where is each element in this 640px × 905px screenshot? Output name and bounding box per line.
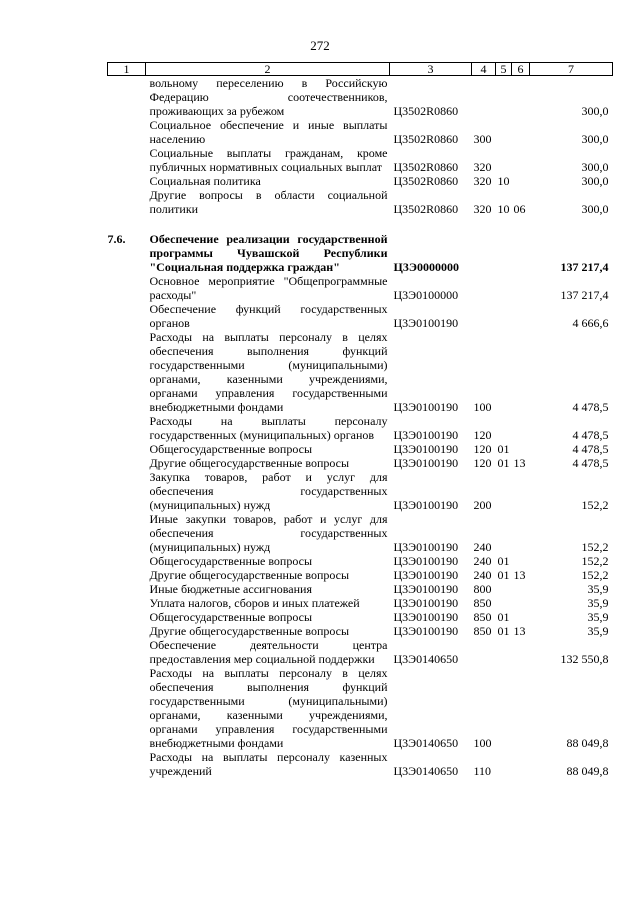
- expense-type: [472, 302, 496, 330]
- row-number: [108, 624, 146, 638]
- amount: 4 478,5: [572, 428, 609, 442]
- row-name: Расходы на выплаты персоналу государственных (муниципальных) органов: [149, 414, 388, 442]
- expense-type: 100: [473, 736, 492, 750]
- table-row: [108, 750, 613, 778]
- row-number: [108, 554, 146, 568]
- table-header-row: [108, 63, 613, 76]
- section: 01: [497, 610, 510, 624]
- amount: 35,9: [587, 624, 609, 638]
- subsection: [512, 146, 530, 174]
- section: [496, 596, 512, 610]
- amount: 88 049,8: [566, 736, 609, 750]
- section: [496, 512, 512, 554]
- expense-type: 850: [473, 596, 492, 610]
- header-col-6: 6: [512, 63, 530, 76]
- target-code: Ц3502R0860: [393, 174, 459, 188]
- row-name: Другие вопросы в области социальной политики: [149, 188, 388, 216]
- expense-type: 200: [473, 498, 492, 512]
- section: [496, 470, 512, 512]
- section: [496, 118, 512, 146]
- header-col-1: 1: [108, 63, 146, 76]
- section: 01: [497, 624, 510, 638]
- row-name: Иные бюджетные ассигнования: [149, 582, 312, 596]
- target-code: Ц3Э0100190: [393, 568, 459, 582]
- amount: 152,2: [581, 568, 609, 582]
- table-row: [108, 456, 613, 470]
- amount: 152,2: [581, 498, 609, 512]
- row-number: [108, 750, 146, 778]
- table-row: [108, 302, 613, 330]
- subsection: [512, 596, 530, 610]
- row-name: Расходы на выплаты персоналу в целях обеспечения выполнения функций государственными (муниципальными) органами, казенными учреждениями, органами управления государственными внебюджетными фондами: [149, 666, 388, 750]
- row-name: Расходы на выплаты персоналу в целях обеспечения выполнения функций государственными (муниципальными) органами, казенными учреждениями, органами управления государственными внебюджетными фондами: [149, 330, 388, 414]
- amount: 88 049,8: [566, 764, 609, 778]
- table-row: [108, 76, 613, 119]
- row-number: [108, 188, 146, 216]
- subsection: [512, 232, 530, 274]
- table-row: [108, 568, 613, 582]
- subsection: [512, 414, 530, 442]
- table-row: [108, 442, 613, 456]
- subsection: [512, 442, 530, 456]
- target-code: Ц3Э0100190: [393, 610, 459, 624]
- target-code: Ц3Э0100190: [393, 316, 459, 330]
- section: 10: [497, 174, 510, 188]
- section: [496, 330, 512, 414]
- target-code: Ц3Э0100190: [393, 400, 459, 414]
- row-name: Уплата налогов, сборов и иных платежей: [149, 596, 360, 610]
- row-number: [108, 568, 146, 582]
- row-name: Социальное обеспечение и иные выплаты населению: [149, 118, 388, 146]
- amount: 4 478,5: [572, 400, 609, 414]
- subsection: [512, 174, 530, 188]
- table-row: [108, 174, 613, 188]
- row-name: Обеспечение реализации государственной программы Чувашской Республики "Социальная поддержка граждан": [149, 232, 388, 274]
- expense-type: 320: [473, 160, 492, 174]
- row-name: Социальная политика: [149, 174, 261, 188]
- subsection: [512, 666, 530, 750]
- row-number: [108, 118, 146, 146]
- row-name: Общегосударственные вопросы: [149, 610, 313, 624]
- row-number: 7.6.: [107, 232, 126, 246]
- spacer-row: [108, 216, 613, 232]
- header-col-3: 3: [390, 63, 472, 76]
- subsection: [512, 76, 530, 119]
- amount: 4 478,5: [572, 456, 609, 470]
- row-name: Закупка товаров, работ и услуг для обеспечения государственных (муниципальных) нужд: [149, 470, 388, 512]
- target-code: Ц3Э0100190: [393, 442, 459, 456]
- amount: 35,9: [587, 610, 609, 624]
- row-number: [108, 666, 146, 750]
- row-name: Иные закупки товаров, работ и услуг для обеспечения государственных (муниципальных) нужд: [149, 512, 388, 554]
- table-row: [108, 330, 613, 414]
- target-code: Ц3Э0000000: [393, 260, 459, 274]
- subsection: 06: [513, 202, 526, 216]
- subsection: [512, 118, 530, 146]
- section: 10: [497, 202, 510, 216]
- expense-type: 100: [473, 400, 492, 414]
- row-number: [108, 456, 146, 470]
- section: 01: [497, 554, 510, 568]
- expense-type: 320: [473, 174, 492, 188]
- subsection: [512, 554, 530, 568]
- section: [496, 274, 512, 302]
- row-number: [108, 596, 146, 610]
- row-name: Другие общегосударственные вопросы: [149, 568, 350, 582]
- table-row: [108, 624, 613, 638]
- row-name: Обеспечение деятельности центра предоставления мер социальной поддержки: [149, 638, 388, 666]
- row-number: [108, 146, 146, 174]
- row-number: [108, 582, 146, 596]
- row-number: [108, 274, 146, 302]
- row-number: [108, 610, 146, 624]
- row-name: Социальные выплаты гражданам, кроме публичных нормативных социальных выплат: [149, 146, 388, 174]
- section: [496, 750, 512, 778]
- table-row: [108, 414, 613, 442]
- header-col-4: 4: [472, 63, 496, 76]
- header-col-7: 7: [530, 63, 613, 76]
- section: [496, 638, 512, 666]
- target-code: Ц3Э0100190: [393, 540, 459, 554]
- section: 01: [497, 568, 510, 582]
- row-name: Общегосударственные вопросы: [149, 442, 313, 456]
- target-code: Ц3Э0100190: [393, 582, 459, 596]
- target-code: Ц3Э0140650: [393, 652, 459, 666]
- target-code: Ц3Э0100190: [393, 624, 459, 638]
- subsection: [512, 302, 530, 330]
- expense-type: 240: [473, 554, 492, 568]
- row-number: [108, 76, 146, 119]
- target-code: Ц3Э0100190: [393, 456, 459, 470]
- subsection: [512, 610, 530, 624]
- amount: 300,0: [581, 174, 609, 188]
- page-number: 272: [310, 38, 330, 53]
- subsection: 13: [513, 624, 526, 638]
- row-name: Общегосударственные вопросы: [149, 554, 313, 568]
- table-row: [108, 470, 613, 512]
- amount: 300,0: [581, 132, 609, 146]
- target-code: Ц3502R0860: [393, 160, 459, 174]
- expense-type: 800: [473, 582, 492, 596]
- subsection: [512, 274, 530, 302]
- subsection: 13: [513, 456, 526, 470]
- expense-type: 320: [473, 202, 492, 216]
- target-code: Ц3Э0140650: [393, 764, 459, 778]
- table-row: [108, 188, 613, 216]
- amount: 300,0: [581, 104, 609, 118]
- expense-type: 850: [473, 610, 492, 624]
- table-row: [108, 512, 613, 554]
- target-code: Ц3Э0100190: [393, 428, 459, 442]
- section: 01: [497, 456, 510, 470]
- expense-type: [472, 638, 496, 666]
- row-number: [108, 470, 146, 512]
- table-body: [108, 76, 613, 779]
- amount: 35,9: [587, 596, 609, 610]
- amount: 137 217,4: [560, 260, 609, 274]
- row-name: Обеспечение функций государственных органов: [149, 302, 388, 330]
- target-code: Ц3Э0140650: [393, 736, 459, 750]
- table-row: [108, 232, 613, 274]
- amount: 35,9: [587, 582, 609, 596]
- table-row: [108, 118, 613, 146]
- subsection: [512, 582, 530, 596]
- expense-type: [472, 274, 496, 302]
- section: [496, 666, 512, 750]
- expense-type: 240: [473, 568, 492, 582]
- amount: 137 217,4: [560, 288, 609, 302]
- expense-type: [472, 76, 496, 119]
- table-row: [108, 638, 613, 666]
- expense-type: 300: [473, 132, 492, 146]
- expense-type: 120: [473, 456, 492, 470]
- amount: 152,2: [581, 554, 609, 568]
- amount: 152,2: [581, 540, 609, 554]
- expense-type: 120: [473, 442, 492, 456]
- section: [496, 414, 512, 442]
- target-code: Ц3502R0860: [393, 104, 459, 118]
- row-name: Другие общегосударственные вопросы: [149, 456, 350, 470]
- table-row: [108, 582, 613, 596]
- subsection: [512, 330, 530, 414]
- table-row: [108, 666, 613, 750]
- section: [496, 76, 512, 119]
- amount: 300,0: [581, 202, 609, 216]
- amount: 4 478,5: [572, 442, 609, 456]
- row-name: вольному переселению в Российскую Федерацию соотечественников, проживающих за рубежом: [149, 76, 388, 118]
- expense-type: 110: [473, 764, 492, 778]
- target-code: Ц3Э0100190: [393, 596, 459, 610]
- table-row: [108, 596, 613, 610]
- row-number: [108, 330, 146, 414]
- subsection: [512, 638, 530, 666]
- row-number: [108, 442, 146, 456]
- expense-type: [472, 232, 496, 274]
- header-col-5: 5: [496, 63, 512, 76]
- table-row: [108, 274, 613, 302]
- target-code: Ц3Э0100190: [393, 498, 459, 512]
- row-name: Расходы на выплаты персоналу казенных учреждений: [149, 750, 388, 778]
- section: [496, 146, 512, 174]
- expense-type: 240: [473, 540, 492, 554]
- row-number: [108, 414, 146, 442]
- row-number: [108, 174, 146, 188]
- budget-table: [107, 62, 613, 778]
- subsection: 13: [513, 568, 526, 582]
- section: 01: [497, 442, 510, 456]
- row-name: Основное мероприятие "Общепрограммные расходы": [149, 274, 388, 302]
- section: [496, 582, 512, 596]
- amount: 300,0: [581, 160, 609, 174]
- subsection: [512, 470, 530, 512]
- amount: 132 550,8: [560, 652, 609, 666]
- subsection: [512, 750, 530, 778]
- subsection: [512, 512, 530, 554]
- target-code: Ц3502R0860: [393, 202, 459, 216]
- table-row: [108, 146, 613, 174]
- header-col-2: 2: [146, 63, 390, 76]
- row-number: [108, 302, 146, 330]
- expense-type: 850: [473, 624, 492, 638]
- amount: 4 666,6: [572, 316, 609, 330]
- target-code: Ц3Э0100190: [393, 554, 459, 568]
- table-row: [108, 554, 613, 568]
- section: [496, 302, 512, 330]
- target-code: Ц3502R0860: [393, 132, 459, 146]
- target-code: Ц3Э0100000: [393, 288, 459, 302]
- table-row: [108, 610, 613, 624]
- row-number: [108, 638, 146, 666]
- row-number: [108, 512, 146, 554]
- row-name: Другие общегосударственные вопросы: [149, 624, 350, 638]
- section: [496, 232, 512, 274]
- expense-type: 120: [473, 428, 492, 442]
